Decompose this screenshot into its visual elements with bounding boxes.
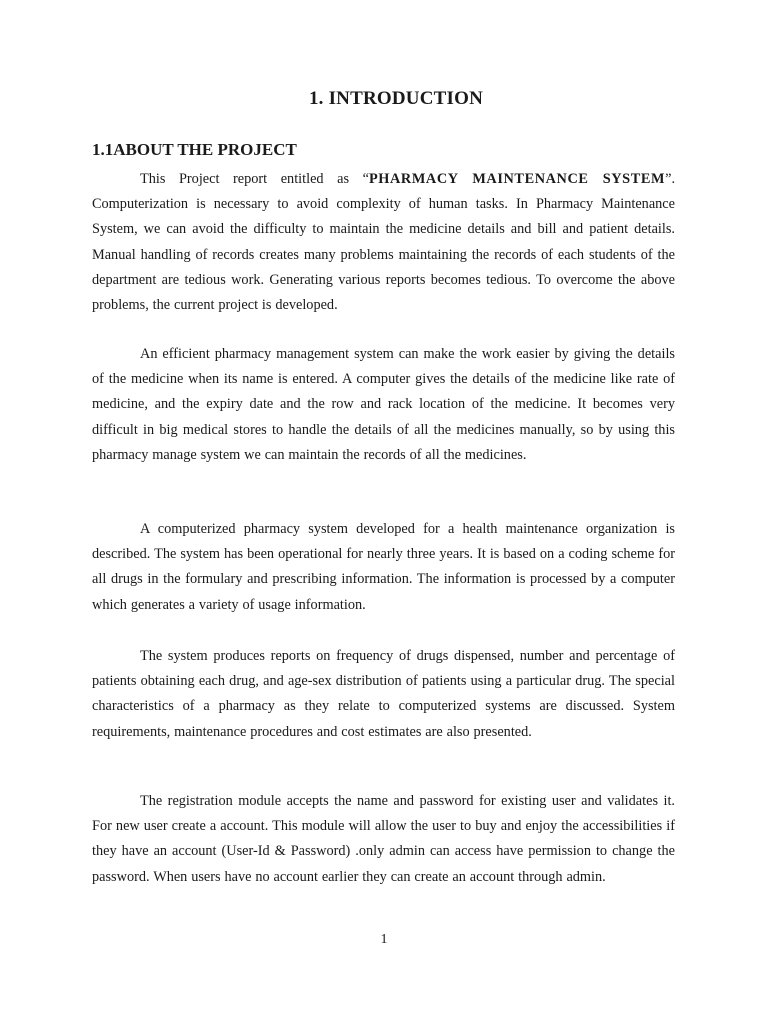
paragraph-project-report-intro: This Project report entitled as “ xyxy=(140,171,369,187)
page-number: 1 xyxy=(380,932,388,947)
paragraph-system-reports: The system produces reports on frequency of drugs dispensed, number and percentage of patients obtaining each drug, and age-sex distribution of patients using a particular drug. The special characteristics of a pharmacy as they relate to computerized systems are discussed. System requirements, maintenance procedures and cost estimates are also presented. xyxy=(92,648,675,740)
paragraph-project-report-body: ”. Computerization is necessary to avoid complexity of human tasks. In Pharmacy Maintenance System, we can avoid the difficulty to maintain the medicine details and bill and patient details. Manual handling of records creates many problems maintaining the records of each students of the department are tedious work. Generating various reports becomes tedious. To overcome the above problems, the current project is developed. xyxy=(92,171,676,314)
paragraph-registration-module: The registration module accepts the name and password for existing user and validates it. For new user create a account. This module will allow the user to buy and enjoy the accessibilities if they have an account (User-Id & Password) .only admin can access have permission to change the password. When users have no account earlier they can create an account through admin. xyxy=(92,793,675,885)
chapter-title: 1. INTRODUCTION xyxy=(308,88,484,109)
project-name: PHARMACY MAINTENANCE SYSTEM xyxy=(368,171,666,187)
paragraph-computerized-system: A computerized pharmacy system developed for a health maintenance organization is described. The system has been operational for nearly three years. It is based on a coding scheme for all drugs in the formulary and prescribing information. The information is processed by a computer which generates a variety of usage information. xyxy=(92,521,675,613)
paragraph-pharmacy-management: An efficient pharmacy management system can make the work easier by giving the details of the medicine when its name is entered. A computer gives the details of the medicine like rate of medicine, and the expiry date and the row and rack location of the medicine. It becomes very difficult in big medical stores to handle the details of all the medicines manually, so by using this pharmacy manage system we can maintain the records of all the medicines. xyxy=(92,346,675,463)
paragraph-project-report xyxy=(92,167,675,318)
section-heading: 1.1ABOUT THE PROJECT xyxy=(92,140,297,159)
